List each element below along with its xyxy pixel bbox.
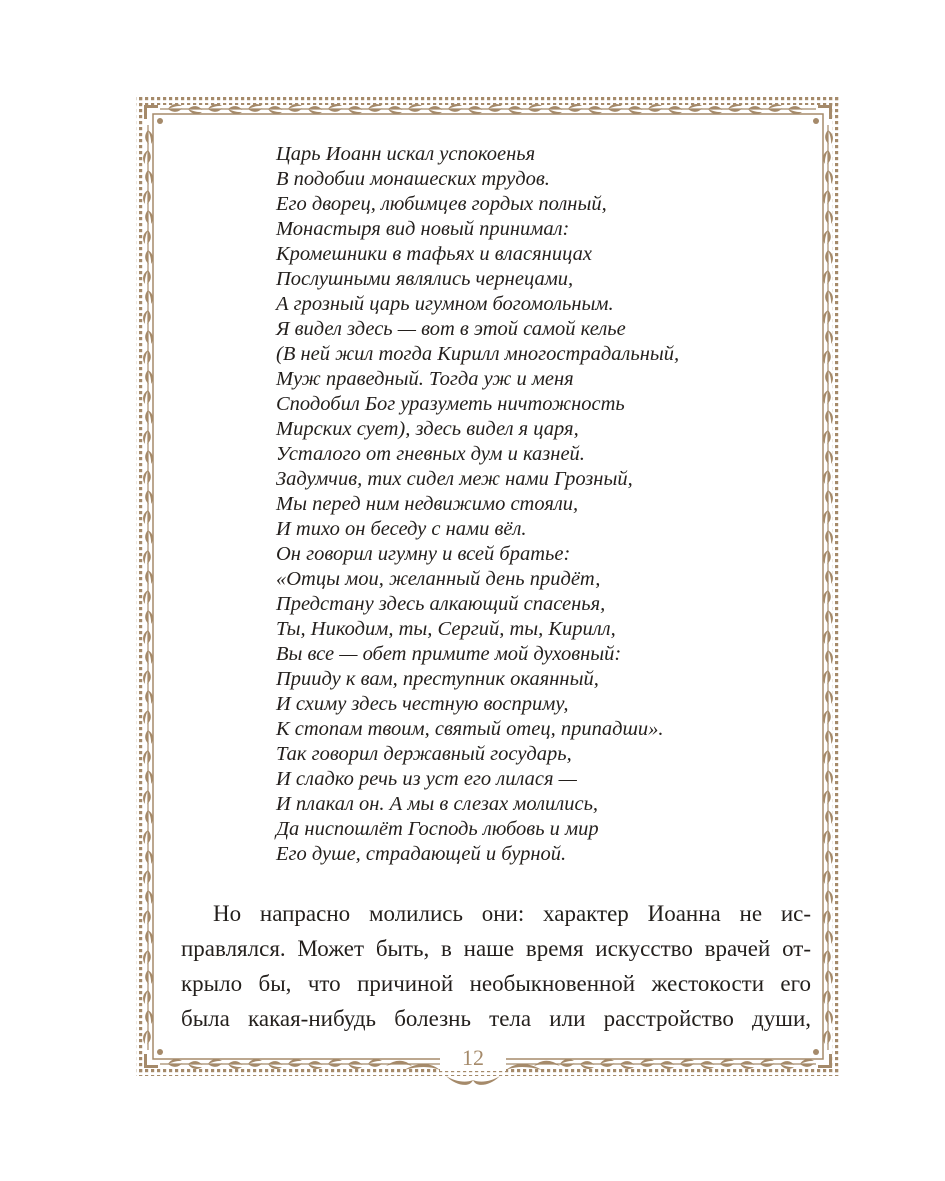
page-number: 12 (440, 1045, 506, 1071)
poem-line: Его дворец, любимцев гордых полный, (276, 193, 607, 215)
poem-line: Вы все — обет примите мой духовный: (276, 643, 622, 665)
poem-line: Задумчив, тих сидел меж нами Грозный, (276, 468, 633, 490)
poem-line: Так говорил державный государь, (276, 743, 572, 765)
poem-line: (В ней жил тогда Кирилл многострадальный, (276, 343, 680, 365)
poem-line: Прииду к вам, преступник окаянный, (276, 668, 599, 690)
poem-line: Его душе, страдающей и бурной. (276, 843, 567, 865)
prose-line: была какая-нибудь болезнь тела или расстройство души, (181, 1006, 811, 1031)
poem-line: Я видел здесь — вот в этой самой келье (276, 318, 626, 340)
poem-line: Мирских сует), здесь видел я царя, (276, 418, 579, 440)
poem-line: Послушными являлись чернецами, (276, 268, 574, 290)
poem-line: «Отцы мои, желанный день придёт, (276, 568, 601, 590)
poem-line: И схиму здесь честную восприму, (276, 693, 569, 715)
poem-line: Ты, Никодим, ты, Сергий, ты, Кирилл, (276, 618, 616, 640)
poem-line: Муж праведный. Тогда уж и меня (276, 368, 574, 390)
prose-paragraph (181, 896, 811, 1036)
poem-line: Усталого от гневных дум и казней. (276, 443, 585, 465)
poem-block (276, 142, 679, 867)
poem-line: Сподобил Бог уразуметь ничтожность (276, 393, 625, 415)
prose-line: правлялся. Может быть, в наше время искусство врачей от- (181, 936, 811, 961)
prose-line: Но напрасно молились они: характер Иоанна не ис- (213, 901, 811, 926)
poem-line: Мы перед ним недвижимо стояли, (276, 493, 579, 515)
prose-line: крыло бы, что причиной необыкновенной жестокости его (181, 971, 811, 996)
poem-line: И плакал он. А мы в слезах молились, (276, 793, 599, 815)
poem-line: Кромешники в тафьях и власяницах (276, 243, 592, 265)
poem-line: Царь Иоанн искал успокоенья (276, 143, 536, 165)
poem-line: Да ниспошлёт Господь любовь и мир (276, 818, 599, 840)
poem-line: И сладко речь из уст его лилася — (276, 768, 577, 790)
poem-line: И тихо он беседу с нами вёл. (276, 518, 527, 540)
poem-line: К стопам твоим, святый отец, припадши». (276, 718, 664, 740)
poem-line: Монастыря вид новый принимал: (276, 218, 570, 240)
poem-line: А грозный царь игумном богомольным. (276, 293, 614, 315)
poem-line: Он говорил игумну и всей братье: (276, 543, 571, 565)
poem-line: Предстану здесь алкающий спасенья, (276, 593, 606, 615)
poem-line: В подобии монашеских трудов. (276, 168, 550, 190)
